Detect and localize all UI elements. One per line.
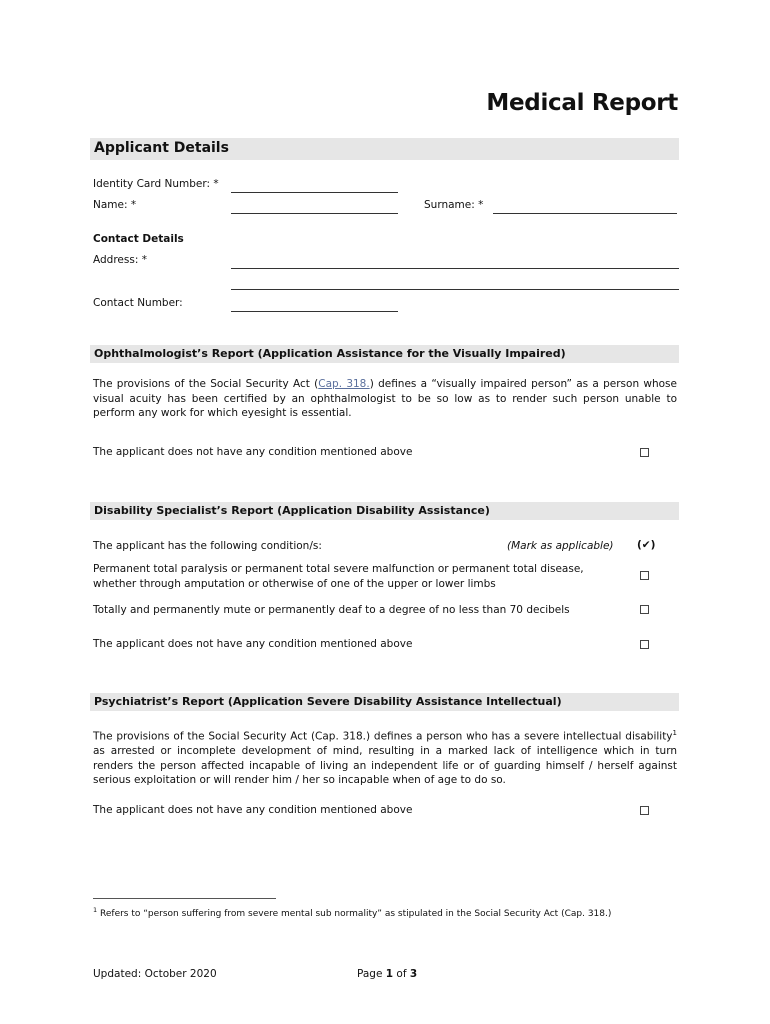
surname-label: Surname: * [424, 199, 484, 211]
contact-number-field[interactable] [231, 311, 398, 312]
address-field-line-2[interactable] [231, 289, 679, 290]
footnote: $^1$ Refers to “person suffering from severe mental sub normality” as stipulated in the Social Security Act (Cap. 318.) [93, 906, 612, 919]
id-card-label: Identity Card Number: * [93, 178, 219, 190]
psychiatrist-section-header [90, 693, 679, 711]
disability-item-mute-deaf: Totally and permanently mute or permanently deaf to a degree of no less than 70 decibels [93, 604, 570, 616]
disability-none-checkbox[interactable] [640, 640, 649, 649]
address-label: Address: * [93, 254, 147, 266]
page-title: Medical Report [486, 90, 678, 116]
psychiatrist-heading: Psychiatrist’s Report (Application Severe Disability Assistance Intellectual) [94, 695, 562, 708]
ophthalmologist-paragraph: The provisions of the Social Security Act (Cap. 318.) defines a “visually impaired person” as a person whose visual acuity has been certified by an ophthalmologist to be so low as to render such person unable to perform any work for which eyesight is essential. [93, 378, 677, 419]
paralysis-checkbox[interactable] [640, 571, 649, 580]
ophthalmologist-heading: Ophthalmologist’s Report (Application Assistance for the Visually Impaired) [94, 347, 566, 360]
footnote-divider [93, 898, 276, 899]
contact-details-heading: Contact Details [93, 233, 184, 245]
psychiatrist-paragraph: The provisions of the Social Security Act (Cap. 318.) defines a person who has a severe intellectual disability$^1$ as arrested or incomplete development of mind, resulting in a marked lack of intelligence which in turn renders the person affected incapable of living an independent life or of guarding himself / herself against serious exploitation or will render him / her so incapable when of age to do so. [93, 729, 677, 786]
page-number: Page 1 of 3 [357, 968, 418, 980]
footnote-reference: 1 [672, 729, 677, 737]
applicant-details-header [90, 138, 679, 160]
mark-as-applicable-hint: (Mark as applicable) [507, 540, 614, 552]
address-field-line-1[interactable] [231, 268, 679, 269]
disability-heading: Disability Specialist’s Report (Application Disability Assistance) [94, 504, 490, 517]
ophthalmologist-none-label: The applicant does not have any condition mentioned above [93, 446, 413, 458]
name-field[interactable] [231, 213, 398, 214]
cap-318-link[interactable]: Cap. 318. [318, 378, 370, 390]
disability-section-header [90, 502, 679, 520]
psychiatrist-none-label: The applicant does not have any condition mentioned above [93, 804, 413, 816]
applicant-details-heading: Applicant Details [94, 140, 229, 156]
updated-date: Updated: October 2020 [93, 968, 217, 980]
disability-conditions-label: The applicant has the following condition/s: [93, 540, 322, 552]
ophthalmologist-section-header [90, 345, 679, 363]
disability-none-label: The applicant does not have any condition mentioned above [93, 638, 413, 650]
id-card-field[interactable] [231, 192, 398, 193]
check-mark-hint: (✔) [637, 539, 656, 551]
surname-field[interactable] [493, 213, 677, 214]
disability-item-paralysis: Permanent total paralysis or permanent total severe malfunction or permanent total disease, whether through amputation or otherwise of one of the upper or lower limbs [93, 563, 584, 590]
psychiatrist-none-checkbox[interactable] [640, 806, 649, 815]
name-label: Name: * [93, 199, 137, 211]
mute-deaf-checkbox[interactable] [640, 605, 649, 614]
contact-number-label: Contact Number: [93, 297, 183, 309]
ophthalmologist-none-checkbox[interactable] [640, 448, 649, 457]
